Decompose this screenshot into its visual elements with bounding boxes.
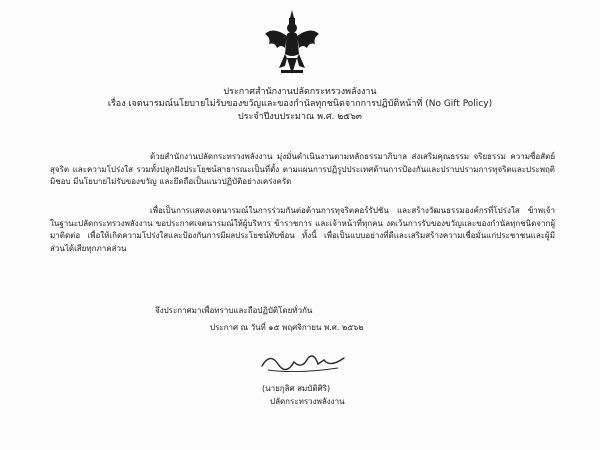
body-paragraph-2: เพื่อเป็นการแสดงเจตนารมณ์ในการร่วมกันต่อต้านการทุจริตคอร์รัปชัน และสร้างวัฒนธรรมองค์กรที่โปร่งใส ข้าพเจ้า ในฐานะปลัดกระทรวงพลังงาน ขอประกาศเจตนารมณ์ให้ผู้บริหาร ข้าราชการ และเจ้าหน้าที่ทุกคน งดเว้นการรับของขวัญและของกำนัลทุกชนิดจากผู้มาติดต่อ เพื่อให้เกิดความโปร่งใสและป้องกันการมีผลประโยชน์ทับซ้อน ทั้งนี้ เพื่อเป็นแบบอย่างที่ดีและเสริมสร้างความเชื่อมั่นแก่ประชาชนและผู้มีส่วนได้เสียทุกภาคส่วน [50,206,555,253]
body-paragraph-1: ด้วยสำนักงานปลัดกระทรวงพลังงาน มุ่งมั่นดำเนินงานตามหลักธรรมาภิบาล ส่งเสริมคุณธรรม จริยธรรม ความซื่อสัตย์สุจริต และความโปร่งใส รวมทั้งปลูกฝังประโยชน์สาธารณะเป็นที่ตั้ง ตามแผนการปฏิรูปประเทศด้านการป้องกันและปราบปรามการทุจริตและประพฤติมิชอบ มีนโยบายไม่รับของขวัญ และยึดถือเป็นแนวปฏิบัติอย่างเคร่งครัด [50,152,555,186]
closing-announcement: จึงประกาศมาเพื่อทราบและถือปฏิบัติโดยทั่วกัน [155,306,313,315]
document-title-line1: ประกาศสำนักงานปลัดกระทรวงพลังงาน [223,87,377,97]
document-title-line3: ประจำปีงบประมาณ พ.ศ. ๒๕๖๓ [238,112,362,122]
signatory-name: (นายกุลิศ สมบัติศิริ) [262,384,331,393]
signatory-position: ปลัดกระทรวงพลังงาน [270,397,345,406]
handwritten-signature [258,350,348,376]
document-title-line2: เรื่อง เจตนารมณ์นโยบายไม่รับของขวัญและของกำนัลทุกชนิดจากการปฏิบัติหน้าที่ (No Gift Policy) [107,99,493,109]
garuda-emblem [263,8,321,78]
announcement-date: ประกาศ ณ วันที่ ๑๕ พฤศจิกายน พ.ศ. ๒๕๖๒ [210,323,364,332]
